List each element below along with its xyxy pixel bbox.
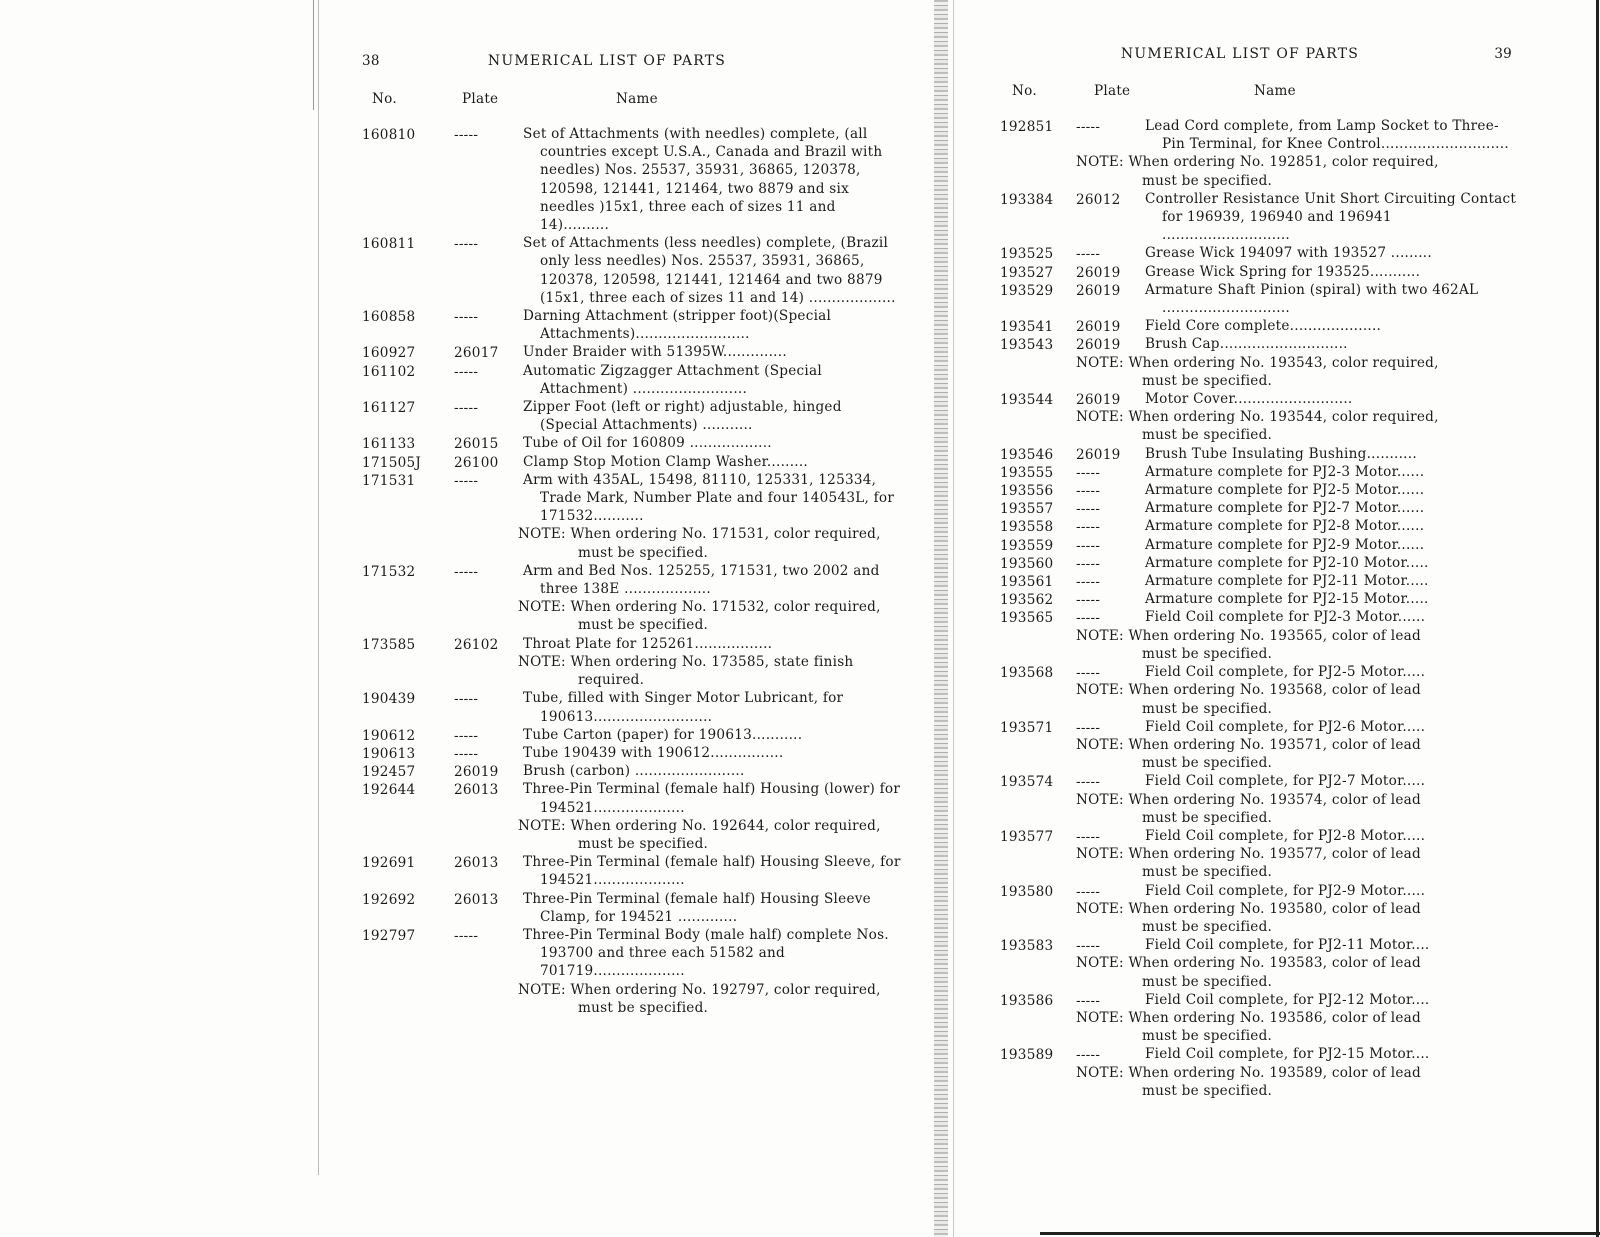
scan-edge-line [313,0,314,110]
part-number: 192797 [362,927,416,944]
part-name: Field Coil complete, for PJ2-9 Motor..... [1145,882,1426,899]
part-name: Zipper Foot (left or right) adjustable, hinged (Special Attachments) ........... [523,399,842,434]
part-number: 192692 [362,891,416,908]
part-row [1000,572,1520,590]
plate-number: ----- [1076,555,1101,572]
part-name: Under Braider with 51395W.............. [523,344,787,361]
note-row [1000,681,1520,717]
part-name: Arm and Bed Nos. 125255, 171531, two 2002 and three 138E ................... [523,562,880,598]
part-number: 160927 [362,345,416,362]
column-header-no: No. [1012,83,1037,99]
plate-number: 26019 [1076,446,1121,463]
column-header-no: No. [372,91,397,107]
part-name: Set of Attachments (less needles) complete, (Brazil only less needles) Nos. 25537, 35931, 36865, 120378, 120598, 121441, 121464 and two 8879 (15x1, three each of sizes 11 and 14) ................... [523,235,896,306]
part-row [362,234,902,307]
part-number: 193559 [1000,537,1054,554]
part-number: 193580 [1000,883,1054,900]
plate-number: ----- [1076,519,1101,536]
part-row [1000,590,1520,608]
note-text: When ordering No. 193586, color of lead [1128,1009,1421,1026]
column-header-plate: Plate [462,91,499,107]
note-text: When ordering No. 171532, color required, [570,599,881,616]
part-number: 193525 [1000,246,1054,263]
note-continuation: must be specified. [1142,1028,1273,1045]
part-name: Lead Cord complete, from Lamp Socket to Three-Pin Terminal, for Knee Control............................ [1145,118,1509,153]
note-continuation: must be specified. [1142,973,1273,990]
part-name: Controller Resistance Unit Short Circuiting Contact for 196939, 196940 and 196941 ............................ [1145,190,1517,244]
note-text: When ordering No. 193577, color of lead [1128,846,1421,863]
part-number: 193556 [1000,483,1054,500]
part-row [362,726,902,744]
part-number: 193560 [1000,555,1054,572]
part-row [1000,244,1520,262]
part-number: 161133 [362,436,416,453]
part-number: 193565 [1000,610,1054,627]
part-row [1000,936,1520,954]
part-name: Armature complete for PJ2-5 Motor...... [1145,482,1425,499]
plate-number: ----- [1076,119,1101,135]
plate-number: ----- [1076,992,1101,1009]
part-number: 193384 [1000,191,1054,208]
plate-number: 26100 [454,454,499,471]
note-continuation: must be specified. [1142,700,1273,717]
part-row [1000,281,1520,317]
note-text: When ordering No. 193583, color of lead [1128,955,1421,972]
plate-number: 26017 [454,345,499,362]
part-number: 193562 [1000,592,1054,609]
part-name: Darning Attachment (stripper foot)(Special Attachments)......................... [523,308,832,343]
plate-number: ----- [1076,574,1101,591]
part-name: Brush Cap............................ [1145,336,1348,353]
note-row [1000,627,1520,663]
note-row [1000,1064,1520,1100]
part-name: Armature complete for PJ2-15 Motor..... [1145,591,1429,608]
part-name: Field Coil complete, for PJ2-5 Motor..... [1145,664,1426,681]
part-row [1000,1045,1520,1063]
part-row [362,307,902,343]
note-text: When ordering No. 192644, color required, [570,817,881,834]
note-label: NOTE: [1076,354,1124,371]
part-number: 192691 [362,855,416,872]
note-label: NOTE: [1076,791,1124,808]
scan-edge-line [1040,1232,1600,1235]
plate-number: ----- [1076,828,1101,845]
part-number: 193558 [1000,519,1054,536]
page-header [1000,45,1520,65]
part-number: 160811 [362,236,416,253]
note-continuation: must be specified. [578,999,709,1016]
part-row [362,689,902,725]
plate-number: ----- [454,363,479,380]
part-number: 192644 [362,782,416,799]
part-name: Armature complete for PJ2-9 Motor...... [1145,536,1425,553]
part-row [1000,390,1520,408]
part-row [1000,445,1520,463]
parts-list [362,125,902,1017]
note-text: When ordering No. 192851, color required, [1128,154,1439,171]
part-number: 193544 [1000,392,1054,409]
part-name: Three-Pin Terminal (female half) Housing Sleeve, for 194521.................... [523,854,901,889]
note-text: When ordering No. 192797, color required, [570,981,881,998]
note-label: NOTE: [1076,1064,1124,1081]
part-number: 193586 [1000,992,1054,1009]
part-number: 173585 [362,636,416,653]
part-name: Brush Tube Insulating Bushing........... [1145,445,1417,462]
plate-number: ----- [1076,883,1101,900]
part-row [1000,718,1520,736]
part-name: Tube 190439 with 190612................ [523,744,784,761]
plate-number: ----- [1076,665,1101,682]
part-row [1000,554,1520,572]
note-text: When ordering No. 193574, color of lead [1128,791,1421,808]
part-row [1000,517,1520,535]
plate-number: ----- [454,400,479,417]
page-title: NUMERICAL LIST OF PARTS [1120,46,1360,62]
plate-number: ----- [1076,592,1101,609]
plate-number: 26019 [1076,319,1121,336]
note-continuation: must be specified. [578,544,709,561]
note-continuation: must be specified. [1142,1082,1273,1099]
plate-number: 26019 [1076,392,1121,409]
part-name: Armature complete for PJ2-8 Motor...... [1145,518,1425,535]
part-number: 190612 [362,727,416,744]
part-number: 193561 [1000,574,1054,591]
gutter-edge-line [953,0,954,1237]
part-row [362,762,902,780]
part-row [1000,608,1520,626]
note-continuation: must be specified. [1142,809,1273,826]
plate-number: 26013 [454,855,499,872]
note-continuation: must be specified. [1142,172,1273,189]
part-name: Throat Plate for 125261................. [523,635,773,652]
note-label: NOTE: [1076,736,1124,753]
part-row [1000,317,1520,335]
plate-number: ----- [1076,774,1101,791]
part-name: Field Coil complete, for PJ2-8 Motor..... [1145,827,1426,844]
note-label: NOTE: [518,526,566,543]
part-row [362,471,902,526]
part-row [362,362,902,398]
note-continuation: must be specified. [1142,918,1273,935]
note-label: NOTE: [518,653,566,670]
part-name: Tube, filled with Singer Motor Lubricant, for 190613.......................... [523,690,844,725]
note-row [1000,845,1520,881]
note-label: NOTE: [1076,846,1124,863]
part-row [362,926,902,981]
plate-number: 26102 [454,636,499,653]
part-row [1000,882,1520,900]
part-row [1000,663,1520,681]
note-text: When ordering No. 173585, state finish [570,653,854,670]
plate-number: ----- [1076,501,1101,518]
plate-number: 26019 [1076,337,1121,354]
part-name: Clamp Stop Motion Clamp Washer......... [523,453,809,470]
part-number: 193583 [1000,938,1054,955]
part-name: Three-Pin Terminal (female half) Housing (lower) for 194521.................... [523,781,901,816]
part-row [362,343,902,361]
plate-number: 26012 [1076,191,1121,208]
part-row [362,780,902,816]
book-gutter [934,0,948,1237]
part-name: Three-Pin Terminal (female half) Housing Sleeve Clamp, for 194521 ............. [523,890,871,925]
plate-number: 26019 [454,764,499,781]
part-row [1000,190,1520,245]
plate-number: ----- [1076,938,1101,955]
part-name: Field Coil complete for PJ2-3 Motor...... [1145,609,1426,626]
part-number: 193557 [1000,501,1054,518]
note-label: NOTE: [518,599,566,616]
plate-number: 26013 [454,891,499,908]
note-text: When ordering No. 193580, color of lead [1128,900,1421,917]
part-number: 193577 [1000,828,1054,845]
note-label: NOTE: [518,981,566,998]
part-row [1000,827,1520,845]
plate-number: ----- [454,472,479,489]
note-row [1000,354,1520,390]
part-number: 160858 [362,309,416,326]
note-text: When ordering No. 171531, color required, [570,526,881,543]
part-name: Automatic Zigzagger Attachment (Special Attachment) ......................... [523,362,822,397]
note-label: NOTE: [518,817,566,834]
part-number: 171531 [362,472,416,489]
part-row [1000,117,1520,153]
part-name: Three-Pin Terminal Body (male half) complete Nos. 193700 and three each 51582 and 701719.................... [523,926,889,980]
column-header-plate: Plate [1094,83,1131,99]
part-name: Tube Carton (paper) for 190613........... [523,726,803,743]
note-continuation: required. [578,672,645,689]
plate-number: ----- [1076,483,1101,500]
part-number: 161127 [362,400,416,417]
note-label: NOTE: [1076,627,1124,644]
plate-number: ----- [454,727,479,744]
scan-edge-line [318,0,319,1175]
note-text: When ordering No. 193589, color of lead [1128,1064,1421,1081]
part-number: 192851 [1000,119,1054,135]
part-number: 192457 [362,764,416,781]
part-row [362,453,902,471]
note-label: NOTE: [1076,154,1124,171]
plate-number: ----- [454,309,479,326]
note-continuation: must be specified. [1142,755,1273,772]
note-row [362,525,902,561]
note-row [362,653,902,689]
part-row [1000,499,1520,517]
part-number: 160810 [362,127,416,143]
plate-number: ----- [454,691,479,708]
part-row [1000,263,1520,281]
plate-number: 26013 [454,782,499,799]
part-number: 171532 [362,563,416,580]
scan-edge-line [1596,0,1599,1237]
part-number: 171505J [362,454,422,471]
note-continuation: must be specified. [578,835,709,852]
note-text: When ordering No. 193571, color of lead [1128,736,1421,753]
note-row [1000,900,1520,936]
part-name: Armature complete for PJ2-11 Motor..... [1145,573,1429,590]
note-continuation: must be specified. [1142,427,1273,444]
note-label: NOTE: [1076,1009,1124,1026]
part-name: Field Core complete.................... [1145,318,1382,335]
part-name: Set of Attachments (with needles) complete, (all countries except U.S.A., Canada and Brazil with needles) Nos. 25537, 35931, 36865, 120378, 120598, 121441, 121464, two 8879 and six needles )15x1, three each of sizes 11 and 14).......... [523,126,883,234]
part-row [1000,335,1520,353]
part-row [1000,991,1520,1009]
part-name: Grease Wick Spring for 193525........... [1145,263,1421,280]
part-row [362,744,902,762]
plate-number: ----- [454,745,479,762]
note-continuation: must be specified. [1142,864,1273,881]
plate-number: ----- [1076,1047,1101,1064]
page-number: 39 [1494,46,1512,62]
part-row [362,635,902,653]
note-row [1000,153,1520,189]
part-name: Armature complete for PJ2-3 Motor...... [1145,463,1425,480]
part-number: 190439 [362,691,416,708]
part-row [362,562,902,598]
plate-number: ----- [1076,246,1101,263]
note-row [362,981,902,1017]
part-name: Armature Shaft Pinion (spiral) with two 462AL ............................ [1145,281,1479,317]
note-row [362,598,902,634]
part-name: Armature complete for PJ2-10 Motor..... [1145,554,1429,571]
part-number: 193546 [1000,446,1054,463]
part-number: 190613 [362,745,416,762]
note-continuation: must be specified. [1142,372,1273,389]
plate-number: ----- [454,127,479,143]
part-number: 193589 [1000,1047,1054,1064]
column-headers [362,90,902,108]
part-name: Armature complete for PJ2-7 Motor...... [1145,500,1425,517]
part-row [1000,536,1520,554]
note-continuation: must be specified. [1142,645,1273,662]
plate-number: ----- [1076,537,1101,554]
part-row [362,398,902,434]
part-name: Field Coil complete, for PJ2-15 Motor.... [1145,1046,1430,1063]
plate-number: ----- [454,236,479,253]
column-header-name: Name [1254,83,1296,99]
plate-number: 26019 [1076,282,1121,299]
plate-number: ----- [1076,610,1101,627]
note-text: When ordering No. 193565, color of lead [1128,627,1421,644]
note-continuation: must be specified. [578,617,709,634]
note-row [1000,736,1520,772]
part-row [362,853,902,889]
part-row [362,890,902,926]
part-row [1000,481,1520,499]
note-text: When ordering No. 193544, color required, [1128,409,1439,426]
note-label: NOTE: [1076,682,1124,699]
note-label: NOTE: [1076,409,1124,426]
part-name: Tube of Oil for 160809 .................. [523,435,772,452]
part-name: Field Coil complete, for PJ2-7 Motor..... [1145,773,1426,790]
note-text: When ordering No. 193568, color of lead [1128,682,1421,699]
plate-number: ----- [454,563,479,580]
part-number: 193574 [1000,774,1054,791]
part-name: Field Coil complete, for PJ2-11 Motor.... [1145,937,1430,954]
part-number: 193568 [1000,665,1054,682]
part-number: 193543 [1000,337,1054,354]
page-header [362,52,902,72]
parts-list [1000,117,1520,1100]
part-name: Field Coil complete, for PJ2-12 Motor.... [1145,991,1430,1008]
part-number: 193571 [1000,719,1054,736]
plate-number: 26019 [1076,264,1121,281]
plate-number: 26015 [454,436,499,453]
part-row [1000,463,1520,481]
part-name: Arm with 435AL, 15498, 81110, 125331, 125334, Trade Mark, Number Plate and four 140543L, for 171532........... [523,471,895,525]
part-row [1000,772,1520,790]
plate-number: ----- [1076,464,1101,481]
note-row [1000,954,1520,990]
part-name: Grease Wick 194097 with 193527 ......... [1145,245,1432,262]
note-row [362,817,902,853]
note-label: NOTE: [1076,900,1124,917]
note-row [1000,408,1520,444]
note-label: NOTE: [1076,955,1124,972]
part-row [362,125,902,234]
part-number: 193541 [1000,319,1054,336]
part-number: 193527 [1000,264,1054,281]
note-row [1000,1009,1520,1045]
part-number: 193555 [1000,464,1054,481]
part-name: Motor Cover.......................... [1145,391,1353,408]
part-name: Field Coil complete, for PJ2-6 Motor..... [1145,718,1426,735]
note-text: When ordering No. 193543, color required, [1128,354,1439,371]
part-row [362,434,902,452]
part-number: 161102 [362,363,416,380]
column-headers [1000,82,1520,100]
page-title: NUMERICAL LIST OF PARTS [487,53,727,69]
part-number: 193529 [1000,282,1054,299]
note-row [1000,791,1520,827]
plate-number: ----- [1076,719,1101,736]
column-header-name: Name [616,91,658,107]
part-name: Brush (carbon) ........................ [523,763,745,780]
page-number: 38 [362,53,380,69]
plate-number: ----- [454,927,479,944]
